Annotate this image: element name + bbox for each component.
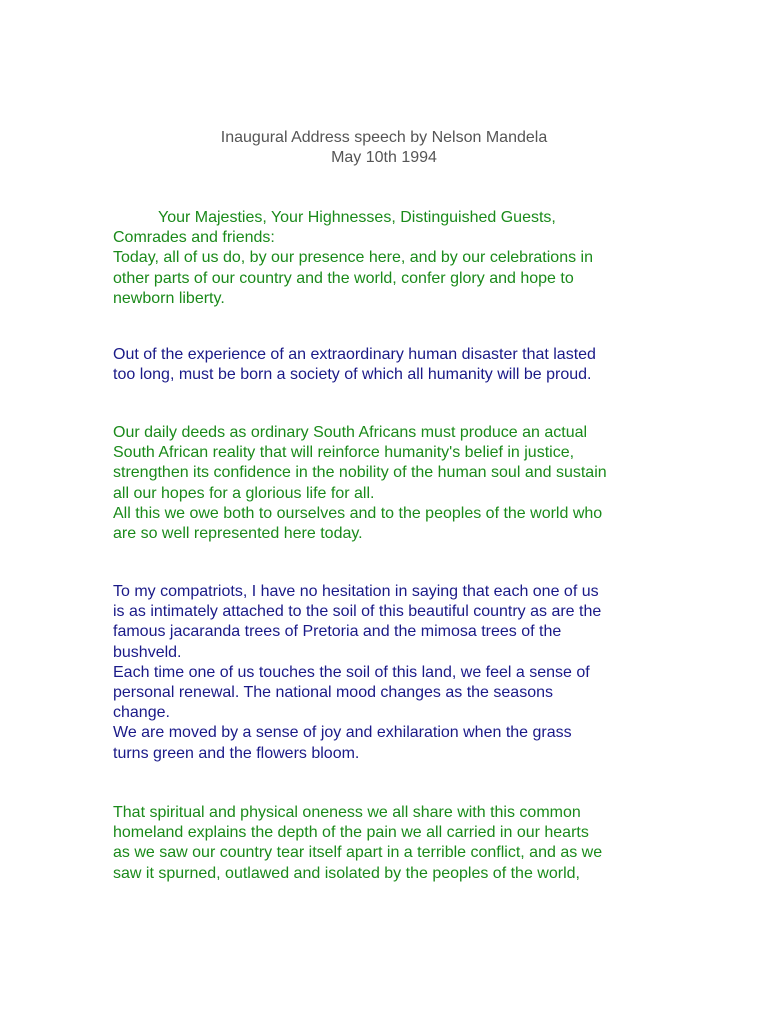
text-line: To my compatriots, I have no hesitation in saying that each one of us xyxy=(113,583,599,600)
text-line: personal renewal. The national mood changes as the seasons xyxy=(113,684,553,702)
paragraph-greeting xyxy=(113,208,673,309)
text-line: too long, must be born a society of which all humanity will be proud. xyxy=(113,366,592,384)
text-line: Your Majesties, Your Highnesses, Distinguished Guests, xyxy=(158,209,556,226)
text-line: are so well represented here today. xyxy=(113,525,363,543)
text-line: newborn liberty. xyxy=(113,289,225,307)
title-line: Inaugural Address speech by Nelson Mandela xyxy=(220,129,548,146)
text-line: famous jacaranda trees of Pretoria and the mimosa trees of the xyxy=(113,623,562,641)
text-line: other parts of our country and the world, confer glory and hope to xyxy=(113,269,574,287)
text-line: Each time one of us touches the soil of this land, we feel a sense of xyxy=(113,663,590,681)
text-line: as we saw our country tear itself apart in a terrible conflict, and as we xyxy=(113,844,603,862)
date-line: May 10th 1994 xyxy=(331,149,437,166)
text-line: homeland explains the depth of the pain we all carried in our hearts xyxy=(113,824,589,842)
text-line: all our hopes for a glorious life for all. xyxy=(113,484,375,502)
text-line: strengthen its confidence in the nobility of the human soul and sustain xyxy=(113,464,607,482)
text-line: That spiritual and physical oneness we all share with this common xyxy=(113,804,581,821)
text-line: saw it spurned, outlawed and isolated by the peoples of the world, xyxy=(113,864,580,882)
text-line: change. xyxy=(113,704,170,722)
text-line: Today, all of us do, by our presence here, and by our celebrations in xyxy=(113,249,593,267)
paragraph-daily-deeds xyxy=(113,423,673,544)
text-line: turns green and the flowers bloom. xyxy=(113,744,360,762)
text-line: All this we owe both to ourselves and to the peoples of the world who xyxy=(113,504,603,522)
paragraph-disaster xyxy=(113,345,673,385)
text-line: Comrades and friends: xyxy=(113,229,275,247)
document-title xyxy=(0,128,768,168)
text-line: South African reality that will reinforce humanity's belief in justice, xyxy=(113,444,575,462)
text-line: We are moved by a sense of joy and exhilaration when the grass xyxy=(113,724,572,742)
text-line: Our daily deeds as ordinary South Africans must produce an actual xyxy=(113,424,588,441)
text-line: is as intimately attached to the soil of this beautiful country as are the xyxy=(113,603,602,621)
text-line: Out of the experience of an extraordinary human disaster that lasted xyxy=(113,346,596,363)
paragraph-compatriots xyxy=(113,582,673,764)
paragraph-oneness xyxy=(113,803,673,884)
text-line: bushveld. xyxy=(113,643,182,661)
